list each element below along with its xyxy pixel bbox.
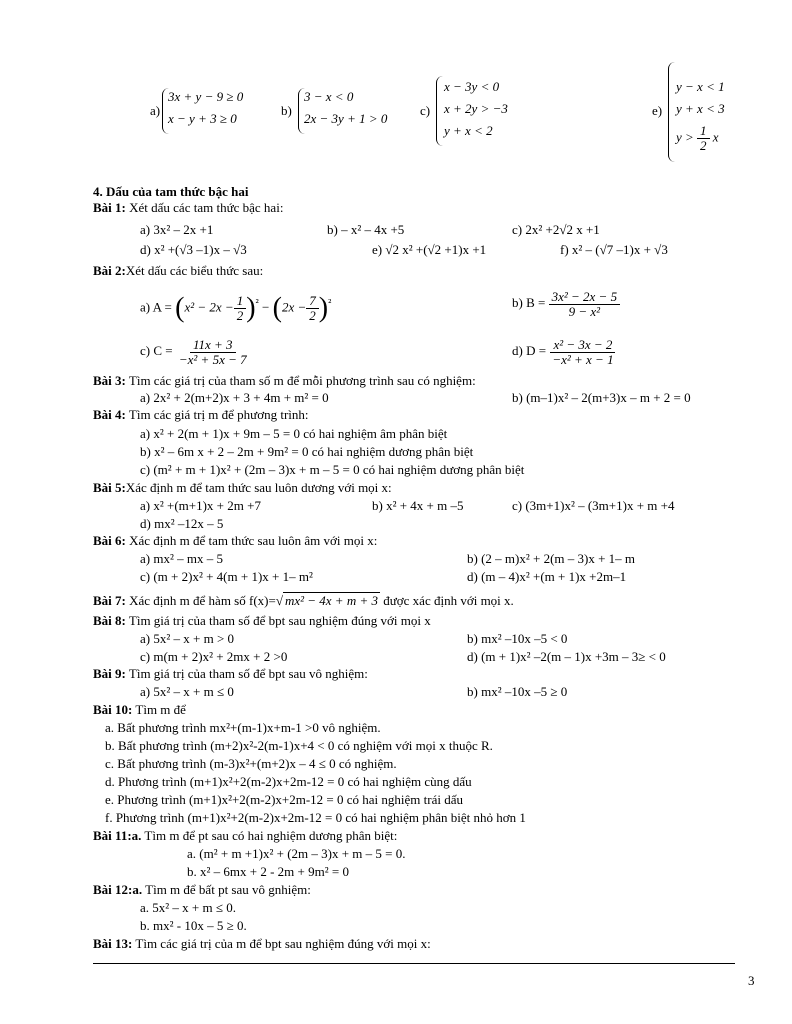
list-item: e. Phương trình (m+1)x²+2(m-2)x+2m-12 = 0 có hai nghiệm trái dấu bbox=[105, 792, 463, 807]
bai4-c: c) (m² + m + 1)x² + (2m – 3)x + m – 5 = 0 có hai nghiệm dương phân biệt bbox=[140, 462, 525, 477]
bai1-e: e) √2 x² +(√2 +1)x +1 bbox=[372, 242, 487, 257]
bai6-heading: Bài 6: Xác định m để tam thức sau luôn âm với mọi x: bbox=[93, 533, 378, 548]
bai6-d: d) (m – 4)x² +(m + 1)x +2m–1 bbox=[467, 569, 627, 584]
bai6-b: b) (2 – m)x² + 2(m – 3)x + 1– m bbox=[467, 551, 636, 566]
system-c: x − 3y < 0 x + 2y > −3 y + x < 2 bbox=[444, 79, 508, 138]
bai1-c: c) 2x² +2√2 x +1 bbox=[512, 222, 600, 237]
bai8-d: d) (m + 1)x² –2(m – 1)x +3m – 3≥ < 0 bbox=[467, 649, 666, 664]
bai5-b: b) x² + 4x + m –5 bbox=[372, 498, 464, 513]
system-e-label: e) bbox=[652, 103, 663, 118]
bai1-a: a) 3x² – 2x +1 bbox=[140, 222, 214, 237]
list-item: b. Bất phương trình (m+2)x²-2(m-1)x+4 < 0 có nghiệm với mọi x thuộc R. bbox=[105, 738, 493, 753]
section-heading: 4. Dấu của tam thức bậc hai bbox=[93, 184, 249, 199]
bai11-heading: Bài 11:a. Tìm m để pt sau có hai nghiệm dương phân biệt: bbox=[93, 828, 398, 843]
bai9-b: b) mx² –10x –5 ≥ 0 bbox=[467, 684, 568, 699]
list-item: c. Bất phương trình (m-3)x²+(m+2)x – 4 ≤ 0 có nghiệm. bbox=[105, 756, 397, 771]
bai1-b: b) – x² – 4x +5 bbox=[327, 222, 405, 237]
page-number: 3 bbox=[748, 973, 755, 988]
bai1-d: d) x² +(√3 –1)x – √3 bbox=[140, 242, 247, 257]
bai5-a: a) x² +(m+1)x + 2m +7 bbox=[140, 498, 261, 513]
bai5-heading: Bài 5:Xác định m để tam thức sau luôn dương với mọi x: bbox=[93, 480, 392, 495]
system-c-label: c) bbox=[420, 103, 431, 118]
bai12-b: b. mx² - 10x – 5 ≥ 0. bbox=[140, 918, 247, 933]
bai2-a: a) A = (x² − 2x − $\frac{1}{2}$ )$^{^2}$ − (2x − $\frac{7}{2}$ )$^{^2}$ bbox=[140, 292, 332, 324]
bai3-a: a) 2x² + 2(m+2)x + 3 + 4m + m² = 0 bbox=[140, 390, 329, 405]
system-a: 3x + y − 9 ≥ 0 x − y + 3 ≥ 0 bbox=[168, 89, 244, 126]
bai5-d: d) mx² –12x – 5 bbox=[140, 516, 224, 531]
bai6-c: c) (m + 2)x² + 4(m + 1)x + 1– m² bbox=[140, 569, 313, 584]
system-b-label: b) bbox=[281, 103, 292, 118]
bai8-a: a) 5x² – x + m > 0 bbox=[140, 631, 235, 646]
bai8-b: b) mx² –10x –5 < 0 bbox=[467, 631, 568, 646]
system-c-brace bbox=[436, 76, 443, 146]
system-b: 3 − x < 0 2x − 3y + 1 > 0 bbox=[304, 89, 388, 126]
list-item: d. Phương trình (m+1)x²+2(m-2)x+2m-12 = 0 có hai nghiệm cùng dấu bbox=[105, 774, 472, 789]
bai11-a: a. (m² + m +1)x² + (2m – 3)x + m – 5 = 0. bbox=[187, 846, 406, 861]
bai3-heading: Bài 3: Tìm các giá trị của tham số m để mỗi phương trình sau có nghiệm: bbox=[93, 373, 476, 388]
bai2-b: b) B = $\frac{\text{3x² − 2x − 5}}{\text{9 − x²}}$ bbox=[512, 286, 620, 320]
bai4-b: b) x² – 6m x + 2 – 2m + 9m² = 0 có hai nghiệm dương phân biệt bbox=[140, 444, 474, 459]
bai3-b: b) (m–1)x² – 2(m+3)x – m + 2 = 0 bbox=[512, 390, 691, 405]
bai12-heading: Bài 12:a. Tìm m để bất pt sau vô gnhiệm: bbox=[93, 882, 311, 897]
bai4-heading: Bài 4: Tìm các giá trị m để phương trình: bbox=[93, 407, 309, 422]
bai8-c: c) m(m + 2)x² + 2mx + 2 >0 bbox=[140, 649, 288, 664]
bai2-heading: Bài 2:Xét dấu các biểu thức sau: bbox=[93, 263, 264, 278]
bai2-d: d) D = $\frac{\text{x² − 3x − 2}}{\text{−x² + x − 1}}$ bbox=[512, 336, 614, 367]
bai5-c: c) (3m+1)x² – (3m+1)x + m +4 bbox=[512, 498, 675, 513]
bai8-heading: Bài 8: Tìm giá trị của tham số để bpt sau nghiệm đúng với mọi x bbox=[93, 613, 431, 628]
bai9-heading: Bài 9: Tìm giá trị của tham số để bpt sau vô nghiệm: bbox=[93, 666, 368, 681]
bai7-radicand: mx² − 4x + m + 3 bbox=[284, 593, 378, 608]
bai6-a: a) mx² – mx – 5 bbox=[140, 551, 223, 566]
system-e: y − x < 1 y + x < 3 y > $\frac{1}{2}$ x bbox=[676, 79, 725, 153]
list-item: a. Bất phương trình mx²+(m-1)x+m-1 >0 vô nghiệm. bbox=[105, 720, 381, 735]
bai11-b: b. x² – 6mx + 2 - 2m + 9m² = 0 bbox=[187, 864, 349, 879]
bai1-f: f) x² – (√7 –1)x + √3 bbox=[560, 242, 668, 257]
list-item: f. Phương trình (m+1)x²+2(m-2)x+2m-12 = 0 có hai nghiệm phân biệt nhỏ hơn 1 bbox=[105, 810, 526, 825]
footer-divider bbox=[93, 963, 735, 964]
system-a-label: a) bbox=[150, 103, 161, 118]
bai10-heading: Bài 10: Tìm m để bbox=[93, 702, 186, 717]
bai7-line: Bài 7: Xác định m để hàm số f(x)=√ mx² − 4x + m + 3 được xác định với mọi x. bbox=[93, 593, 514, 608]
bai2-c: c) C = $\frac{11x + 3}{\text{−x² + 5x − 7}}$ bbox=[140, 336, 247, 367]
bai12-a: a. 5x² – x + m ≤ 0. bbox=[140, 900, 236, 915]
bai9-a: a) 5x² – x + m ≤ 0 bbox=[140, 684, 234, 699]
system-e-brace bbox=[668, 62, 675, 162]
bai1-heading: Bài 1: Xét dấu các tam thức bậc hai: bbox=[93, 200, 284, 215]
bai4-a: a) x² + 2(m + 1)x + 9m – 5 = 0 có hai nghiệm âm phân biệt bbox=[140, 426, 448, 441]
bai13-heading: Bài 13: Tìm các giá trị của m để bpt sau nghiệm đúng với mọi x: bbox=[93, 936, 431, 951]
